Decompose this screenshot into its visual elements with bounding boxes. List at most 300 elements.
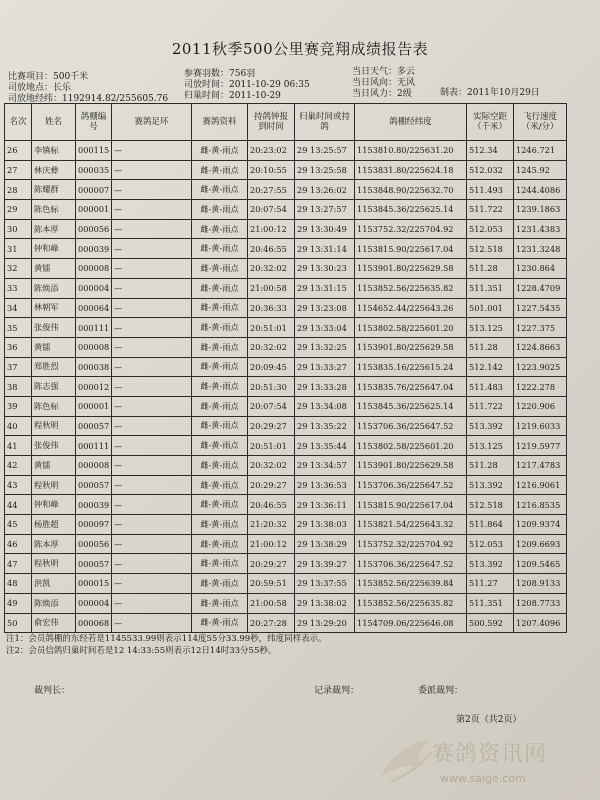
cell-ring: —: [112, 239, 192, 259]
cell-rank: 43: [5, 475, 32, 495]
cell-distance: 512.518: [467, 495, 514, 515]
cell-distance: 511.864: [467, 515, 514, 535]
cell-loft-id: 000039: [76, 239, 112, 259]
cell-return-time: 29 13:27:57: [295, 200, 355, 220]
cell-clock-time: 20:32:02: [248, 259, 295, 279]
cell-ring: —: [112, 278, 192, 298]
table-row: [5, 436, 567, 456]
cell-speed: 1217.4783: [514, 456, 567, 476]
cell-pigeon-info: 雌-黄-雨点: [192, 318, 248, 338]
cell-distance: 511.493: [467, 180, 514, 200]
cell-pigeon-info: 雌-黄-雨点: [192, 298, 248, 318]
cell-rank: 36: [5, 337, 32, 357]
cell-speed: 1231.4383: [514, 219, 567, 239]
cell-clock-time: 21:00:12: [248, 534, 295, 554]
wind-direction: 当日风向：无风: [352, 78, 416, 88]
header-rank: 名次: [5, 104, 32, 141]
cell-distance: 512.34: [467, 141, 514, 161]
cell-return-time: 29 13:32:25: [295, 337, 355, 357]
cell-distance: 511.27: [467, 574, 514, 594]
cell-loft-id: 000004: [76, 278, 112, 298]
cell-name: 程秋明: [32, 416, 76, 436]
cell-loft-coords: 1153901.80/225629.58: [355, 259, 467, 279]
cell-loft-coords: 1153815.90/225617.04: [355, 495, 467, 515]
cell-rank: 38: [5, 377, 32, 397]
cell-clock-time: 20:29:27: [248, 554, 295, 574]
cell-rank: 34: [5, 298, 32, 318]
header-clock-time: 持鸽钟报到时间: [248, 104, 295, 141]
cell-name: 程秋明: [32, 554, 76, 574]
cell-loft-id: 000111: [76, 318, 112, 338]
cell-loft-id: 000008: [76, 456, 112, 476]
cell-name: 李镇标: [32, 141, 76, 161]
cell-name: 程秋明: [32, 475, 76, 495]
cell-loft-id: 000001: [76, 396, 112, 416]
cell-pigeon-info: 雌-黄-雨点: [192, 495, 248, 515]
cell-clock-time: 20:51:30: [248, 377, 295, 397]
cell-clock-time: 20:51:01: [248, 318, 295, 338]
cell-name: 陈色标: [32, 396, 76, 416]
cell-rank: 49: [5, 593, 32, 613]
cell-name: 洪凯: [32, 574, 76, 594]
cell-loft-id: 000008: [76, 337, 112, 357]
cell-distance: 512.053: [467, 534, 514, 554]
cell-speed: 1246.721: [514, 141, 567, 161]
table-row: [5, 377, 567, 397]
chief-referee-label: 裁判长：: [34, 686, 71, 696]
cell-name: 杨胜超: [32, 515, 76, 535]
cell-distance: 511.722: [467, 200, 514, 220]
cell-speed: 1223.9025: [514, 357, 567, 377]
cell-loft-coords: 1153835.16/225615.24: [355, 357, 467, 377]
cell-pigeon-info: 雌-黄-雨点: [192, 219, 248, 239]
cell-loft-coords: 1153706.36/225647.52: [355, 554, 467, 574]
cell-return-time: 29 13:36:11: [295, 495, 355, 515]
cell-speed: 1209.9374: [514, 515, 567, 535]
cell-clock-time: 20:32:02: [248, 337, 295, 357]
cell-ring: —: [112, 593, 192, 613]
cell-pigeon-info: 雌-黄-雨点: [192, 436, 248, 456]
cell-pigeon-info: 雌-黄-雨点: [192, 141, 248, 161]
cell-loft-id: 000057: [76, 475, 112, 495]
cell-speed: 1244.4086: [514, 180, 567, 200]
cell-distance: 511.351: [467, 278, 514, 298]
cell-speed: 1216.9061: [514, 475, 567, 495]
cell-loft-coords: 1153845.36/225625.14: [355, 200, 467, 220]
cell-loft-coords: 1153802.58/225601.20: [355, 318, 467, 338]
table-row: [5, 180, 567, 200]
cell-distance: 512.032: [467, 160, 514, 180]
cell-rank: 44: [5, 495, 32, 515]
cell-rank: 32: [5, 259, 32, 279]
cell-pigeon-info: 雌-黄-雨点: [192, 357, 248, 377]
cell-name: 林朝军: [32, 298, 76, 318]
results-table: [4, 103, 567, 633]
cell-loft-coords: 1153706.36/225647.52: [355, 416, 467, 436]
cell-rank: 47: [5, 554, 32, 574]
table-row: [5, 160, 567, 180]
cell-clock-time: 21:00:12: [248, 219, 295, 239]
table-row: [5, 456, 567, 476]
cell-distance: 511.28: [467, 456, 514, 476]
wind-force: 当日风力：2级: [352, 89, 412, 99]
cell-ring: —: [112, 318, 192, 338]
cell-pigeon-info: 雌-黄-雨点: [192, 515, 248, 535]
cell-name: 黄镭: [32, 456, 76, 476]
table-row: [5, 200, 567, 220]
cell-name: 俞宏伟: [32, 613, 76, 633]
table-row: [5, 141, 567, 161]
cell-return-time: 29 13:25:57: [295, 141, 355, 161]
cell-speed: 1209.5465: [514, 554, 567, 574]
table-row: [5, 475, 567, 495]
cell-return-time: 29 13:31:14: [295, 239, 355, 259]
cell-name: 陈焕添: [32, 593, 76, 613]
cell-clock-time: 20:46:55: [248, 239, 295, 259]
cell-loft-id: 000001: [76, 200, 112, 220]
cell-loft-coords: 1153706.36/225647.52: [355, 475, 467, 495]
cell-speed: 1207.4096: [514, 613, 567, 633]
cell-speed: 1245.92: [514, 160, 567, 180]
cell-name: 陈焕添: [32, 278, 76, 298]
cell-rank: 39: [5, 396, 32, 416]
cell-loft-coords: 1153852.56/225635.82: [355, 593, 467, 613]
cell-loft-coords: 1153821.54/225643.32: [355, 515, 467, 535]
cell-name: 陈耀群: [32, 180, 76, 200]
cell-speed: 1208.9133: [514, 574, 567, 594]
cell-name: 张俊伟: [32, 436, 76, 456]
cell-pigeon-info: 雌-黄-雨点: [192, 613, 248, 633]
cell-return-time: 29 13:34:08: [295, 396, 355, 416]
cell-ring: —: [112, 416, 192, 436]
cell-pigeon-info: 雌-黄-雨点: [192, 337, 248, 357]
cell-distance: 513.392: [467, 416, 514, 436]
cell-distance: 511.28: [467, 259, 514, 279]
cell-distance: 511.28: [467, 337, 514, 357]
cell-pigeon-info: 雌-黄-雨点: [192, 554, 248, 574]
cell-distance: 513.392: [467, 554, 514, 574]
cell-ring: —: [112, 495, 192, 515]
cell-return-time: 29 13:38:03: [295, 515, 355, 535]
watermark-text: 赛鸽资讯网: [432, 742, 548, 767]
header-name: 姓名: [32, 104, 76, 141]
cell-distance: 501.001: [467, 298, 514, 318]
table-header-row: [5, 104, 567, 141]
table-row: [5, 318, 567, 338]
cell-distance: 511.483: [467, 377, 514, 397]
table-row: [5, 534, 567, 554]
cell-clock-time: 20:29:27: [248, 475, 295, 495]
cell-pigeon-info: 雌-黄-雨点: [192, 475, 248, 495]
release-coordinates: 司放地经纬：1192914.82/255605.76: [8, 94, 169, 104]
table-row: [5, 593, 567, 613]
cell-return-time: 29 13:37:55: [295, 574, 355, 594]
cell-rank: 30: [5, 219, 32, 239]
cell-clock-time: 20:07:54: [248, 396, 295, 416]
cell-clock-time: 20:10:55: [248, 160, 295, 180]
cell-ring: —: [112, 554, 192, 574]
cell-pigeon-info: 雌-黄-雨点: [192, 456, 248, 476]
cell-clock-time: 20:36:33: [248, 298, 295, 318]
cell-loft-coords: 1153802.58/225601.20: [355, 436, 467, 456]
cell-name: 黄镭: [32, 259, 76, 279]
cell-ring: —: [112, 613, 192, 633]
cell-clock-time: 20:27:55: [248, 180, 295, 200]
cell-clock-time: 20:27:28: [248, 613, 295, 633]
cell-speed: 1239.1863: [514, 200, 567, 220]
cell-loft-coords: 1153752.32/225704.92: [355, 534, 467, 554]
release-location: 司放地点：长乐: [8, 83, 72, 93]
cell-loft-coords: 1153810.80/225631.20: [355, 141, 467, 161]
cell-clock-time: 20:07:54: [248, 200, 295, 220]
cell-ring: —: [112, 515, 192, 535]
cell-ring: —: [112, 337, 192, 357]
cell-distance: 512.518: [467, 239, 514, 259]
entry-count: 参赛羽数：756羽: [184, 69, 256, 79]
cell-loft-coords: 1153852.56/225639.84: [355, 574, 467, 594]
cell-speed: 1222.278: [514, 377, 567, 397]
cell-loft-coords: 1154652.44/225643.26: [355, 298, 467, 318]
cell-return-time: 29 13:35:22: [295, 416, 355, 436]
cell-pigeon-info: 雌-黄-雨点: [192, 200, 248, 220]
cell-return-time: 29 13:38:02: [295, 593, 355, 613]
cell-return-time: 29 13:26:02: [295, 180, 355, 200]
cell-name: 林庆彝: [32, 160, 76, 180]
cell-return-time: 29 13:33:04: [295, 318, 355, 338]
cell-loft-id: 000015: [76, 574, 112, 594]
cell-loft-coords: 1153835.76/225647.04: [355, 377, 467, 397]
cell-clock-time: 20:32:02: [248, 456, 295, 476]
cell-distance: 512.053: [467, 219, 514, 239]
cell-speed: 1227.375: [514, 318, 567, 338]
cell-loft-id: 000057: [76, 416, 112, 436]
cell-rank: 27: [5, 160, 32, 180]
cell-return-time: 29 13:31:15: [295, 278, 355, 298]
table-row: [5, 298, 567, 318]
cell-rank: 48: [5, 574, 32, 594]
cell-rank: 42: [5, 456, 32, 476]
cell-ring: —: [112, 534, 192, 554]
cell-loft-coords: 1153901.80/225629.58: [355, 337, 467, 357]
cell-speed: 1227.5435: [514, 298, 567, 318]
cell-loft-coords: 1154709.06/225646.08: [355, 613, 467, 633]
table-row: [5, 357, 567, 377]
cell-return-time: 29 13:29:20: [295, 613, 355, 633]
cell-loft-id: 000056: [76, 534, 112, 554]
cell-loft-coords: 1153848.90/225632.70: [355, 180, 467, 200]
cell-loft-id: 000115: [76, 141, 112, 161]
weather: 当日天气：多云: [352, 67, 416, 77]
cell-ring: —: [112, 357, 192, 377]
cell-loft-id: 000004: [76, 593, 112, 613]
cell-return-time: 29 13:30:49: [295, 219, 355, 239]
cell-ring: —: [112, 180, 192, 200]
cell-distance: 512.142: [467, 357, 514, 377]
cell-loft-coords: 1153752.32/225704.92: [355, 219, 467, 239]
cell-name: 陈色标: [32, 200, 76, 220]
cell-clock-time: 21:20:32: [248, 515, 295, 535]
cell-loft-id: 000097: [76, 515, 112, 535]
cell-ring: —: [112, 396, 192, 416]
made-date: 制表：2011年10月29日: [440, 88, 540, 98]
header-return-time: 归巢时间或持鸽: [295, 104, 355, 141]
cell-speed: 1228.4709: [514, 278, 567, 298]
cell-return-time: 29 13:33:27: [295, 357, 355, 377]
cell-loft-id: 000039: [76, 495, 112, 515]
cell-name: 钟和峰: [32, 239, 76, 259]
header-loft-coords: 鸽棚经纬度: [355, 104, 467, 141]
cell-loft-coords: 1153815.90/225617.04: [355, 239, 467, 259]
cell-distance: 511.722: [467, 396, 514, 416]
cell-speed: 1230.864: [514, 259, 567, 279]
cell-ring: —: [112, 160, 192, 180]
cell-loft-id: 000008: [76, 259, 112, 279]
table-row: [5, 574, 567, 594]
header-speed: 飞行速度（米/分）: [514, 104, 567, 141]
cell-speed: 1208.7733: [514, 593, 567, 613]
cell-return-time: 29 13:33:28: [295, 377, 355, 397]
cell-rank: 33: [5, 278, 32, 298]
cell-distance: 511.351: [467, 593, 514, 613]
cell-name: 郑胜烈: [32, 357, 76, 377]
table-row: [5, 613, 567, 633]
cell-pigeon-info: 雌-黄-雨点: [192, 180, 248, 200]
cell-return-time: 29 13:36:53: [295, 475, 355, 495]
cell-loft-coords: 1153845.36/225625.14: [355, 396, 467, 416]
table-row: [5, 554, 567, 574]
cell-loft-id: 000064: [76, 298, 112, 318]
cell-speed: 1231.3248: [514, 239, 567, 259]
cell-name: 钟和峰: [32, 495, 76, 515]
cell-rank: 28: [5, 180, 32, 200]
race-info-right: [352, 67, 415, 100]
cell-rank: 31: [5, 239, 32, 259]
note-1: 注1：会员鸽棚的东经若是1145533.99则表示114度55分33.99秒，纬度同样表示。: [6, 634, 327, 644]
cell-name: 黄镭: [32, 337, 76, 357]
cell-clock-time: 21:00:58: [248, 593, 295, 613]
cell-loft-coords: 1153852.56/225635.82: [355, 278, 467, 298]
cell-pigeon-info: 雌-黄-雨点: [192, 534, 248, 554]
watermark-url: www.saige.com: [440, 772, 526, 785]
cell-loft-id: 000007: [76, 180, 112, 200]
cell-pigeon-info: 雌-黄-雨点: [192, 160, 248, 180]
cell-distance: 500.592: [467, 613, 514, 633]
cell-name: 陈志强: [32, 377, 76, 397]
cell-rank: 45: [5, 515, 32, 535]
cell-return-time: 29 13:25:58: [295, 160, 355, 180]
table-row: [5, 278, 567, 298]
cell-ring: —: [112, 141, 192, 161]
cell-loft-id: 000111: [76, 436, 112, 456]
cell-speed: 1209.6693: [514, 534, 567, 554]
cell-ring: —: [112, 574, 192, 594]
table-row: [5, 219, 567, 239]
return-date: 归巢时间：2011-10-29: [184, 91, 281, 101]
cell-rank: 40: [5, 416, 32, 436]
cell-pigeon-info: 雌-黄-雨点: [192, 593, 248, 613]
note-2: 注2：会员信鸽归巢时间若是12 14:33:55则表示12日14时33分55秒。: [6, 646, 277, 656]
release-time: 司放时间：2011-10-29 06:35: [184, 80, 310, 90]
race-info-mid: [184, 69, 310, 102]
header-loft-id: 鸽棚编号: [76, 104, 112, 141]
cell-rank: 26: [5, 141, 32, 161]
cell-distance: 513.392: [467, 475, 514, 495]
cell-pigeon-info: 雌-黄-雨点: [192, 239, 248, 259]
cell-speed: 1216.8535: [514, 495, 567, 515]
cell-distance: 513.125: [467, 318, 514, 338]
cell-ring: —: [112, 475, 192, 495]
cell-return-time: 29 13:39:27: [295, 554, 355, 574]
cell-name: 张俊伟: [32, 318, 76, 338]
cell-clock-time: 21:00:58: [248, 278, 295, 298]
cell-return-time: 29 13:30:23: [295, 259, 355, 279]
cell-return-time: 29 13:38:29: [295, 534, 355, 554]
report-title: 2011秋季500公里赛竞翔成绩报告表: [171, 40, 429, 58]
cell-ring: —: [112, 298, 192, 318]
delegate-referee-label: 委派裁判：: [418, 686, 464, 696]
header-pigeon-info: 赛鸽资料: [192, 104, 248, 141]
cell-return-time: 29 13:34:57: [295, 456, 355, 476]
table-row: [5, 495, 567, 515]
cell-speed: 1219.5977: [514, 436, 567, 456]
cell-ring: —: [112, 436, 192, 456]
cell-clock-time: 20:29:27: [248, 416, 295, 436]
table-row: [5, 259, 567, 279]
record-referee-label: 记录裁判：: [314, 686, 360, 696]
cell-clock-time: 20:51:01: [248, 436, 295, 456]
race-item: 比赛项目：500千米: [8, 72, 89, 82]
cell-loft-id: 000068: [76, 613, 112, 633]
header-ring: 赛鸽足环: [112, 104, 192, 141]
table-row: [5, 239, 567, 259]
cell-ring: —: [112, 377, 192, 397]
cell-pigeon-info: 雌-黄-雨点: [192, 259, 248, 279]
cell-loft-id: 000056: [76, 219, 112, 239]
cell-loft-id: 000035: [76, 160, 112, 180]
cell-speed: 1219.6033: [514, 416, 567, 436]
cell-loft-coords: 1153831.80/225624.18: [355, 160, 467, 180]
cell-name: 陈本厚: [32, 534, 76, 554]
table-row: [5, 515, 567, 535]
cell-pigeon-info: 雌-黄-雨点: [192, 377, 248, 397]
cell-rank: 37: [5, 357, 32, 377]
table-row: [5, 337, 567, 357]
cell-pigeon-info: 雌-黄-雨点: [192, 574, 248, 594]
cell-rank: 46: [5, 534, 32, 554]
results-body: [5, 141, 567, 633]
cell-clock-time: 20:46:55: [248, 495, 295, 515]
cell-rank: 41: [5, 436, 32, 456]
cell-distance: 513.125: [467, 436, 514, 456]
cell-speed: 1224.8663: [514, 337, 567, 357]
cell-pigeon-info: 雌-黄-雨点: [192, 416, 248, 436]
cell-pigeon-info: 雌-黄-雨点: [192, 278, 248, 298]
cell-clock-time: 20:59:51: [248, 574, 295, 594]
cell-return-time: 29 13:23:08: [295, 298, 355, 318]
table-row: [5, 416, 567, 436]
cell-ring: —: [112, 200, 192, 220]
cell-loft-id: 000038: [76, 357, 112, 377]
cell-ring: —: [112, 259, 192, 279]
cell-return-time: 29 13:35:44: [295, 436, 355, 456]
table-row: [5, 396, 567, 416]
cell-speed: 1220.906: [514, 396, 567, 416]
race-info-left: [8, 72, 168, 105]
cell-loft-id: 000012: [76, 377, 112, 397]
cell-rank: 50: [5, 613, 32, 633]
cell-loft-coords: 1153901.80/225629.58: [355, 456, 467, 476]
cell-rank: 29: [5, 200, 32, 220]
